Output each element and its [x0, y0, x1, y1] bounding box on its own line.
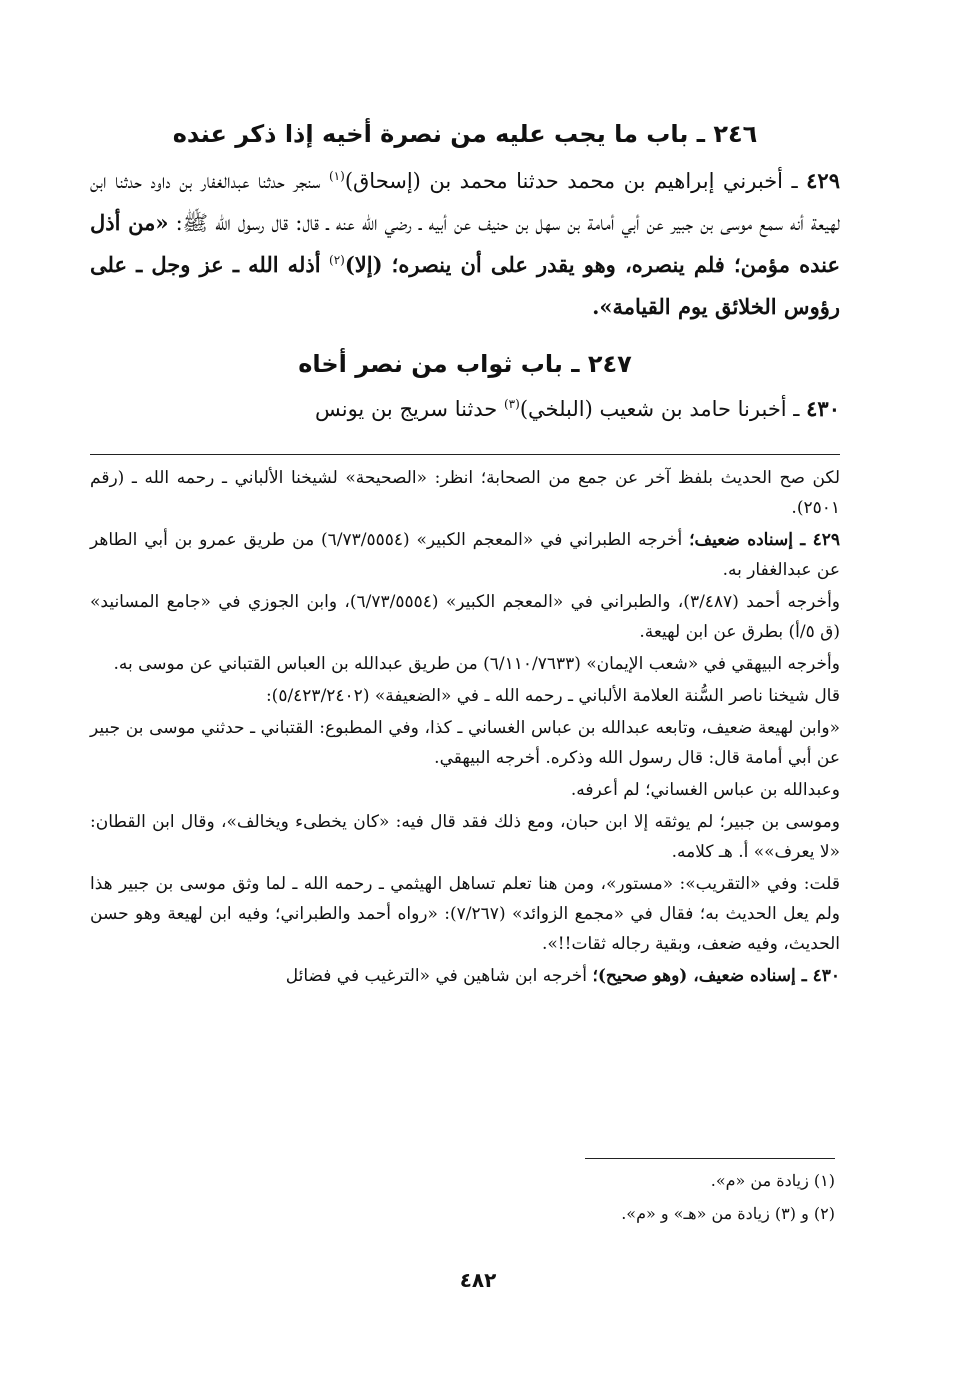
- commentary-paragraph: «وابن لهيعة ضعيف، وتابعه عبدالله بن عباس الغساني ـ كذا، وفي المطبوع: القتباني ـ حدثني موسى بن جبير عن أبي أمامة قال: قال رسول الله وذكره. أخرجه البيهقي.: [90, 718, 840, 768]
- hadith-text: حدثنا سريج بن يونس: [314, 397, 498, 421]
- hadith-430: [90, 388, 840, 430]
- editor-note: (١) زيادة من «م».: [710, 1171, 835, 1190]
- chapter-heading-246: ٢٤٦ ـ باب ما يجب عليه من نصرة أخيه إذا ذكر عنده: [172, 120, 758, 148]
- commentary-paragraph: وعبدالله بن عباس الغساني؛ لم أعرفه.: [570, 780, 840, 800]
- hadith-text: ـ أخبرني إبراهيم بن محمد حدثنا محمد بن (إسحاق): [344, 169, 798, 193]
- commentary-paragraph: ٤٢٩ ـ إسناده ضعيف؛ أخرجه الطبراني في «المعجم الكبير» (٦/٧٣/٥٥٥٤) من طريق عمرو بن أبي الطاهر عن عبدالغفار به.: [90, 530, 841, 580]
- commentary-paragraph: وأخرجه أحمد (٣/٤٨٧)، والطبراني في «المعجم الكبير» (٦/٧٣/٥٥٥٤)، وابن الجوزي في «جامع المسانيد» (ق ٥/أ) بطرق عن ابن لهيعة.: [90, 592, 840, 642]
- commentary-paragraph: قلت: وفي «التقريب»: «مستور»، ومن هنا تعلم تساهل الهيثمي ـ رحمه الله ـ لما وثق موسى بن جبير هذا ولم يعل الحديث به؛ فقال في «مجمع الزوائد» (٧/٢٦٧): «رواه أحمد والطبراني؛ وفيه ابن لهيعة وهو حسن الحديث، وفيه ضعف، وبقية رجاله ثقات!!».: [90, 874, 840, 954]
- commentary-paragraph: لكن صح الحديث بلفظ آخر عن جمع من الصحابة؛ انظر: «الصحيحة» لشيخنا الألباني ـ رحمه الله ـ (رقم ٢٥٠١).: [90, 468, 840, 518]
- commentary: [90, 463, 840, 991]
- page-number: ٤٨٢: [459, 1268, 497, 1292]
- hadith-text: سنجر حدثنا عبدالغفار بن داود حدثنا ابن لهيعة أنه سمع موسى بن جبير عن أبي أمامة بن سهل بن حنيف عن أبيه ـ رضي الله عنه ـ قال: قال رسول الله ﷺ:: [90, 169, 840, 235]
- footnote-ref: (٣): [503, 397, 520, 411]
- chapter-heading-247: ٢٤٧ ـ باب ثواب من نصر أخاه: [298, 350, 632, 378]
- page-body: [90, 110, 840, 993]
- commentary-paragraph: وموسى بن جبير؛ لم يوثقه إلا ابن حبان، ومع ذلك فقد قال فيه: «كان يخطىء ويخالف»، وقال ابن القطان: «لا يعرف»» أ. هـ كلامه.: [90, 812, 840, 862]
- hadith-matn: أذله الله ـ عز وجل ـ على رؤوس الخلائق يوم القيامة».: [90, 252, 840, 319]
- footnote-ref: (٢): [329, 253, 345, 267]
- notes-divider: [585, 1158, 835, 1159]
- editor-notes: [585, 1158, 835, 1258]
- hadith-number: ٤٢٩: [806, 168, 840, 193]
- commentary-paragraph: وأخرجه البيهقي في «شعب الإيمان» (٦/١١٠/٧٦٣٣) من طريق عبدالله بن العباس القتباني عن موسى به.: [113, 654, 840, 674]
- footnote-divider: [90, 454, 840, 455]
- hadith-matn: «من أذل عنده مؤمن؛ فلم ينصره، وهو يقدر على أن ينصره؛ (إلا): [90, 210, 840, 277]
- commentary-paragraph: قال شيخنا ناصر السُّنة العلامة الألباني ـ رحمه الله ـ في «الضعيفة» (٥/٤٢٣/٢٤٠٢):: [265, 686, 840, 706]
- commentary-paragraph: ٤٣٠ ـ إسناده ضعيف، (وهو صحيح)؛ أخرجه ابن شاهين في «الترغيب في فضائل: [285, 966, 840, 986]
- hadith-text: ـ أخبرنا حامد بن شعيب (البلخي): [519, 397, 800, 421]
- hadith-number: ٤٣٠: [806, 396, 840, 421]
- hadith-429: [90, 160, 840, 328]
- editor-note: (٢) و (٣) زيادة من «هـ» و «م».: [621, 1204, 835, 1223]
- footnote-ref: (١): [328, 169, 345, 183]
